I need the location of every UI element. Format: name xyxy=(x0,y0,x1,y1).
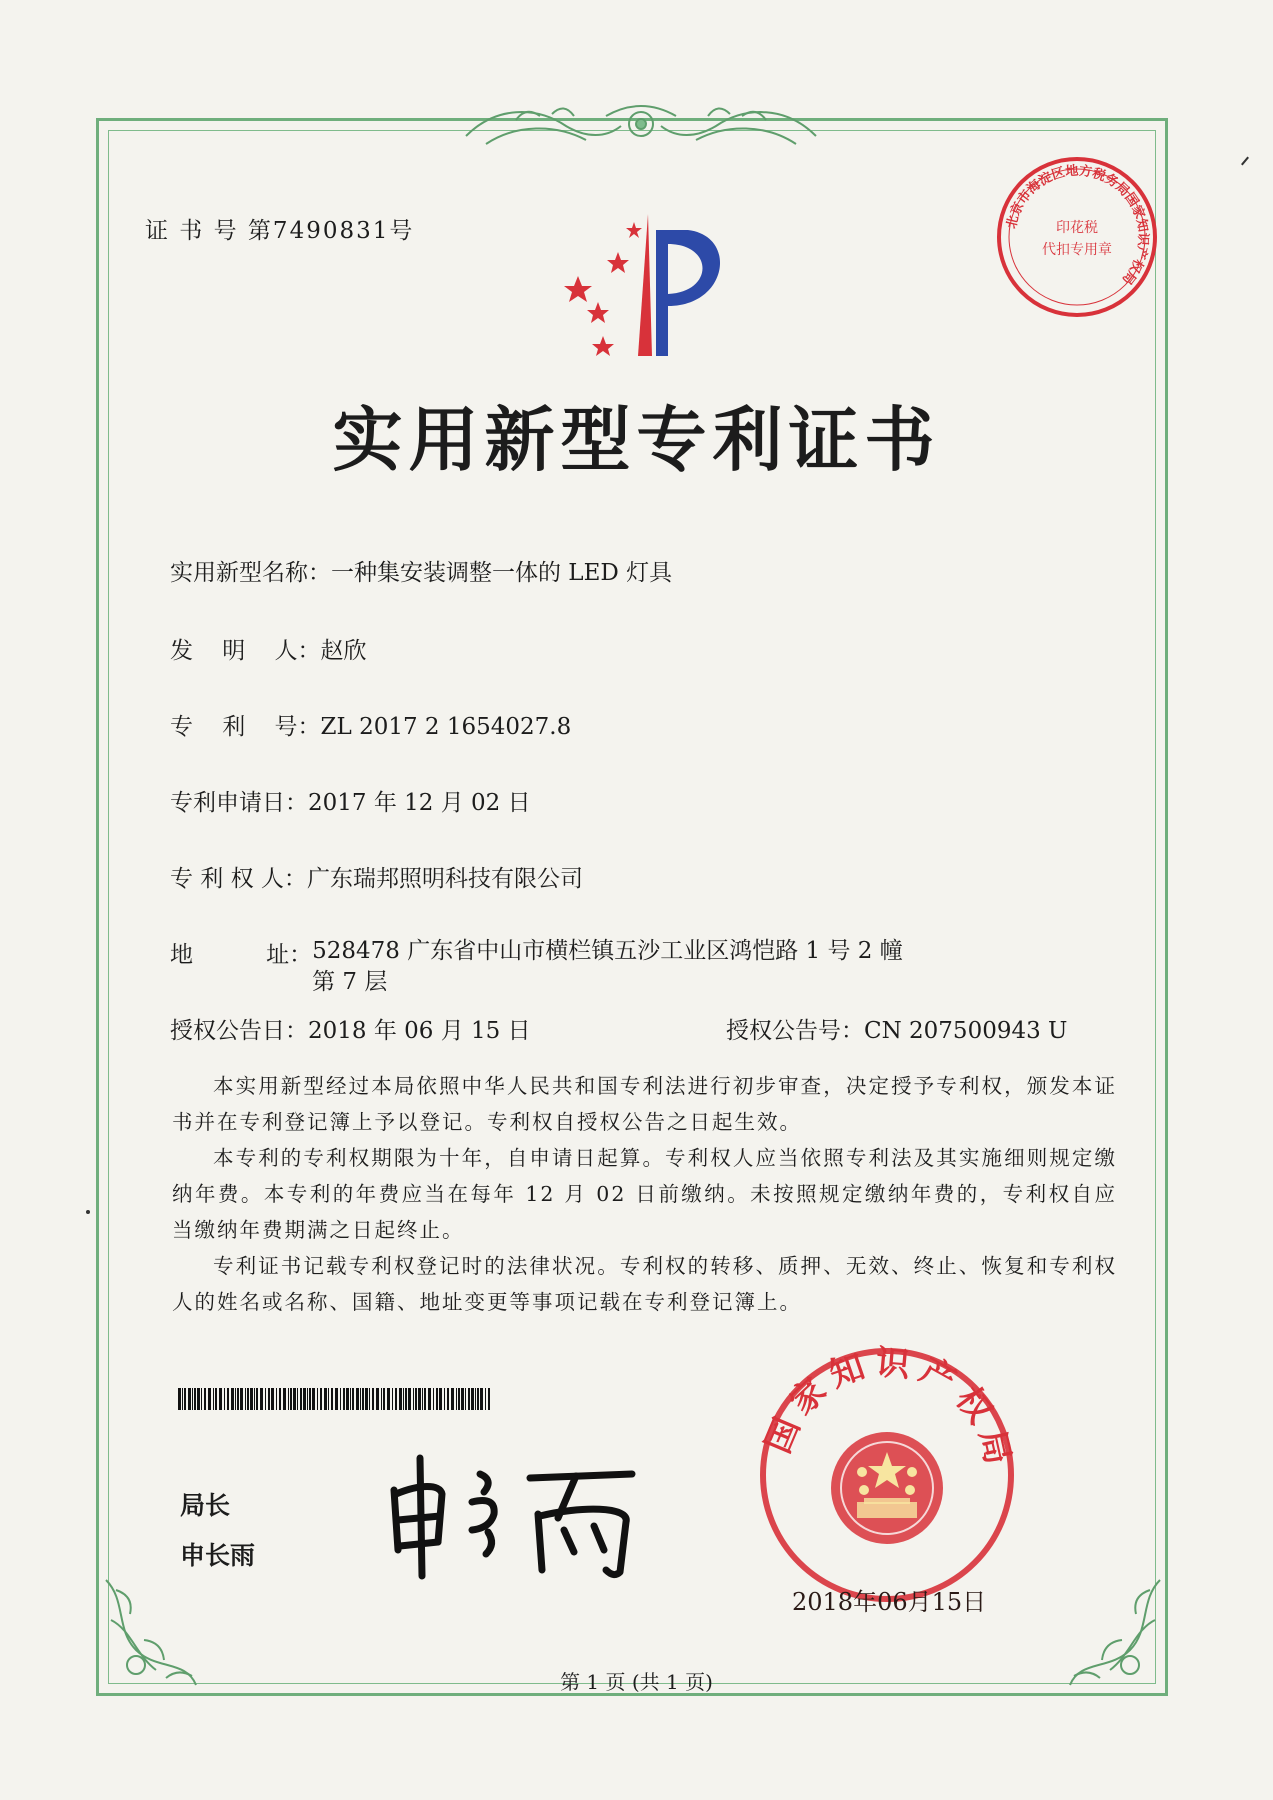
barcode-bar xyxy=(283,1388,286,1410)
seal-date: 2018年06月15日 xyxy=(792,1588,987,1616)
barcode-bar xyxy=(392,1388,393,1410)
field-label: 实用新型名称： xyxy=(170,560,331,586)
field-label: 专利申请日： xyxy=(170,790,308,816)
scan-mark xyxy=(1241,157,1249,166)
paragraph-1: 本实用新型经过本局依照中华人民共和国专利法进行初步审查，决定授予专利权，颁发本证书并在专利登记簿上予以登记。专利权自授权公告之日起生效。 xyxy=(172,1074,1117,1134)
barcode-bar xyxy=(461,1388,464,1410)
barcode-bar xyxy=(178,1388,181,1410)
barcode-bar xyxy=(433,1388,434,1410)
barcode-bar xyxy=(224,1388,225,1410)
barcode-bar xyxy=(350,1388,351,1410)
barcode-bar xyxy=(328,1388,329,1410)
barcode-bar xyxy=(324,1388,327,1410)
barcode-bar xyxy=(271,1388,274,1410)
scan-mark xyxy=(86,1210,90,1214)
barcode-bar xyxy=(458,1388,460,1410)
tax-seal-ring-text: 北京市海淀区地方税务局国家知识产权局 xyxy=(1004,163,1151,288)
barcode-bar xyxy=(383,1388,385,1410)
barcode-bar xyxy=(182,1388,183,1410)
barcode-bar xyxy=(215,1388,217,1410)
field-utility-model-name xyxy=(170,554,672,587)
barcode-bar xyxy=(293,1388,296,1410)
barcode-bar xyxy=(247,1388,249,1410)
barcode-bar xyxy=(372,1388,374,1410)
barcode-bar xyxy=(456,1388,457,1410)
barcode-bar xyxy=(240,1388,243,1410)
field-grant-number xyxy=(726,1012,1067,1045)
barcode-bar xyxy=(213,1388,214,1410)
barcode-bar xyxy=(465,1388,466,1410)
barcode-bar xyxy=(415,1388,417,1410)
barcode-bar xyxy=(488,1388,490,1410)
barcode-bar xyxy=(418,1388,421,1410)
barcode-bar xyxy=(381,1388,382,1410)
field-grant-date xyxy=(170,1012,531,1045)
director-name: 申长雨 xyxy=(180,1541,256,1570)
star-icon xyxy=(564,222,642,356)
barcode-bar xyxy=(408,1388,411,1410)
barcode-bar xyxy=(188,1388,191,1410)
barcode-bar xyxy=(268,1388,270,1410)
national-emblem-icon xyxy=(831,1432,943,1544)
tax-seal-center-1: 印花税 xyxy=(1056,220,1098,236)
field-patentee xyxy=(170,860,583,893)
patent-office-logo xyxy=(548,206,738,356)
barcode-bar xyxy=(468,1388,470,1410)
barcode-bar xyxy=(201,1388,202,1410)
barcode-bar xyxy=(395,1388,397,1410)
barcode-bar xyxy=(208,1388,211,1410)
field-value: 528478 广东省中山市横栏镇五沙工业区鸿恺路 1 号 2 幢第 7 层 xyxy=(312,938,903,995)
barcode-bar xyxy=(403,1388,404,1410)
barcode-bar xyxy=(309,1388,311,1410)
barcode-bar xyxy=(250,1388,253,1410)
field-value: 广东瑞邦照明科技有限公司 xyxy=(306,866,583,892)
barcode-bar xyxy=(288,1388,289,1410)
barcode-bar xyxy=(312,1388,315,1410)
field-label: 专 利 号： xyxy=(170,714,321,740)
tax-seal xyxy=(992,152,1162,322)
barcode-bar xyxy=(346,1388,349,1410)
barcode-bar xyxy=(424,1388,426,1410)
barcode xyxy=(178,1388,494,1410)
barcode-bar xyxy=(340,1388,341,1410)
field-value: 一种集安装调整一体的 LED 灯具 xyxy=(331,560,673,586)
barcode-bar xyxy=(413,1388,414,1410)
field-inventor xyxy=(170,632,367,665)
barcode-bar xyxy=(365,1388,368,1410)
field-label: 发 明 人： xyxy=(170,638,321,664)
field-label: 授权公告号： xyxy=(726,1018,864,1044)
barcode-bar xyxy=(335,1388,338,1410)
director-title: 局长 xyxy=(180,1491,231,1520)
barcode-bar xyxy=(477,1388,479,1410)
barcode-bar xyxy=(439,1388,442,1410)
barcode-bar xyxy=(297,1388,298,1410)
barcode-bar xyxy=(260,1388,263,1410)
barcode-bar xyxy=(480,1388,483,1410)
office-seal xyxy=(752,1340,1022,1610)
barcode-bar xyxy=(352,1388,354,1410)
barcode-bar xyxy=(256,1388,258,1410)
barcode-bar xyxy=(362,1388,364,1410)
barcode-bar xyxy=(471,1388,474,1410)
barcode-bar xyxy=(360,1388,361,1410)
barcode-bar xyxy=(422,1388,423,1410)
field-address xyxy=(170,936,912,998)
barcode-bar xyxy=(265,1388,266,1410)
barcode-bar xyxy=(303,1388,306,1410)
barcode-bar xyxy=(227,1388,229,1410)
field-value: ZL 2017 2 1654027.8 xyxy=(320,714,572,740)
barcode-bar xyxy=(428,1388,431,1410)
barcode-bar xyxy=(376,1388,379,1410)
barcode-bar xyxy=(192,1388,193,1410)
barcode-bar xyxy=(399,1388,402,1410)
certificate-number: 证 书 号 第7490831号 xyxy=(145,218,415,244)
barcode-bar xyxy=(405,1388,407,1410)
barcode-bar xyxy=(369,1388,370,1410)
barcode-bar xyxy=(475,1388,476,1410)
paragraph-3: 专利证书记载专利权登记时的法律状况。专利权的转移、质押、无效、终止、恢复和专利权人的姓名或名称、国籍、地址变更等事项记载在专利登记簿上。 xyxy=(172,1254,1117,1314)
certificate-title: 实用新型专利证书 xyxy=(332,399,941,481)
barcode-bar xyxy=(300,1388,302,1410)
field-label: 专 利 权 人： xyxy=(170,866,307,892)
barcode-bar xyxy=(331,1388,333,1410)
barcode-bar xyxy=(204,1388,206,1410)
barcode-bar xyxy=(485,1388,486,1410)
barcode-bar xyxy=(444,1388,445,1410)
barcode-bar xyxy=(317,1388,318,1410)
field-value: 2018 年 06 月 15 日 xyxy=(308,1018,531,1044)
field-label: 授权公告日： xyxy=(170,1018,308,1044)
top-ornament xyxy=(456,96,826,156)
paragraph-2: 本专利的专利权期限为十年，自申请日起算。专利权人应当依照专利法及其实施细则规定缴纳年费。本专利的年费应当在每年 12 月 02 日前缴纳。未按照规定缴纳年费的，专利权自应当缴纳年费期满之日起终止。 xyxy=(172,1146,1117,1242)
field-value: 2017 年 12 月 02 日 xyxy=(308,790,531,816)
barcode-bar xyxy=(245,1388,246,1410)
barcode-bar xyxy=(343,1388,345,1410)
barcode-bar xyxy=(307,1388,308,1410)
barcode-bar xyxy=(184,1388,186,1410)
field-value: CN 207500943 U xyxy=(864,1018,1068,1044)
barcode-bar xyxy=(320,1388,322,1410)
page-indicator: 第 1 页 (共 1 页) xyxy=(560,1670,713,1694)
barcode-bar xyxy=(237,1388,239,1410)
field-patent-number xyxy=(170,708,571,741)
field-filing-date xyxy=(170,784,531,817)
barcode-bar xyxy=(197,1388,200,1410)
barcode-bar xyxy=(290,1388,292,1410)
barcode-bar xyxy=(231,1388,234,1410)
tax-seal-center-2: 代扣专用章 xyxy=(1042,242,1112,258)
field-value: 赵欣 xyxy=(320,638,367,664)
barcode-bar xyxy=(436,1388,438,1410)
barcode-bar xyxy=(451,1388,454,1410)
barcode-bar xyxy=(219,1388,222,1410)
director-signature xyxy=(380,1450,650,1580)
barcode-bar xyxy=(194,1388,196,1410)
barcode-bar xyxy=(447,1388,449,1410)
field-label: 地 址： xyxy=(170,942,313,968)
barcode-bar xyxy=(356,1388,359,1410)
barcode-bar xyxy=(254,1388,255,1410)
barcode-bar xyxy=(276,1388,277,1410)
office-seal-ring-text: 国家知识产权局 xyxy=(758,1342,1020,1476)
barcode-bar xyxy=(279,1388,281,1410)
barcode-bar xyxy=(387,1388,390,1410)
barcode-bar xyxy=(235,1388,236,1410)
